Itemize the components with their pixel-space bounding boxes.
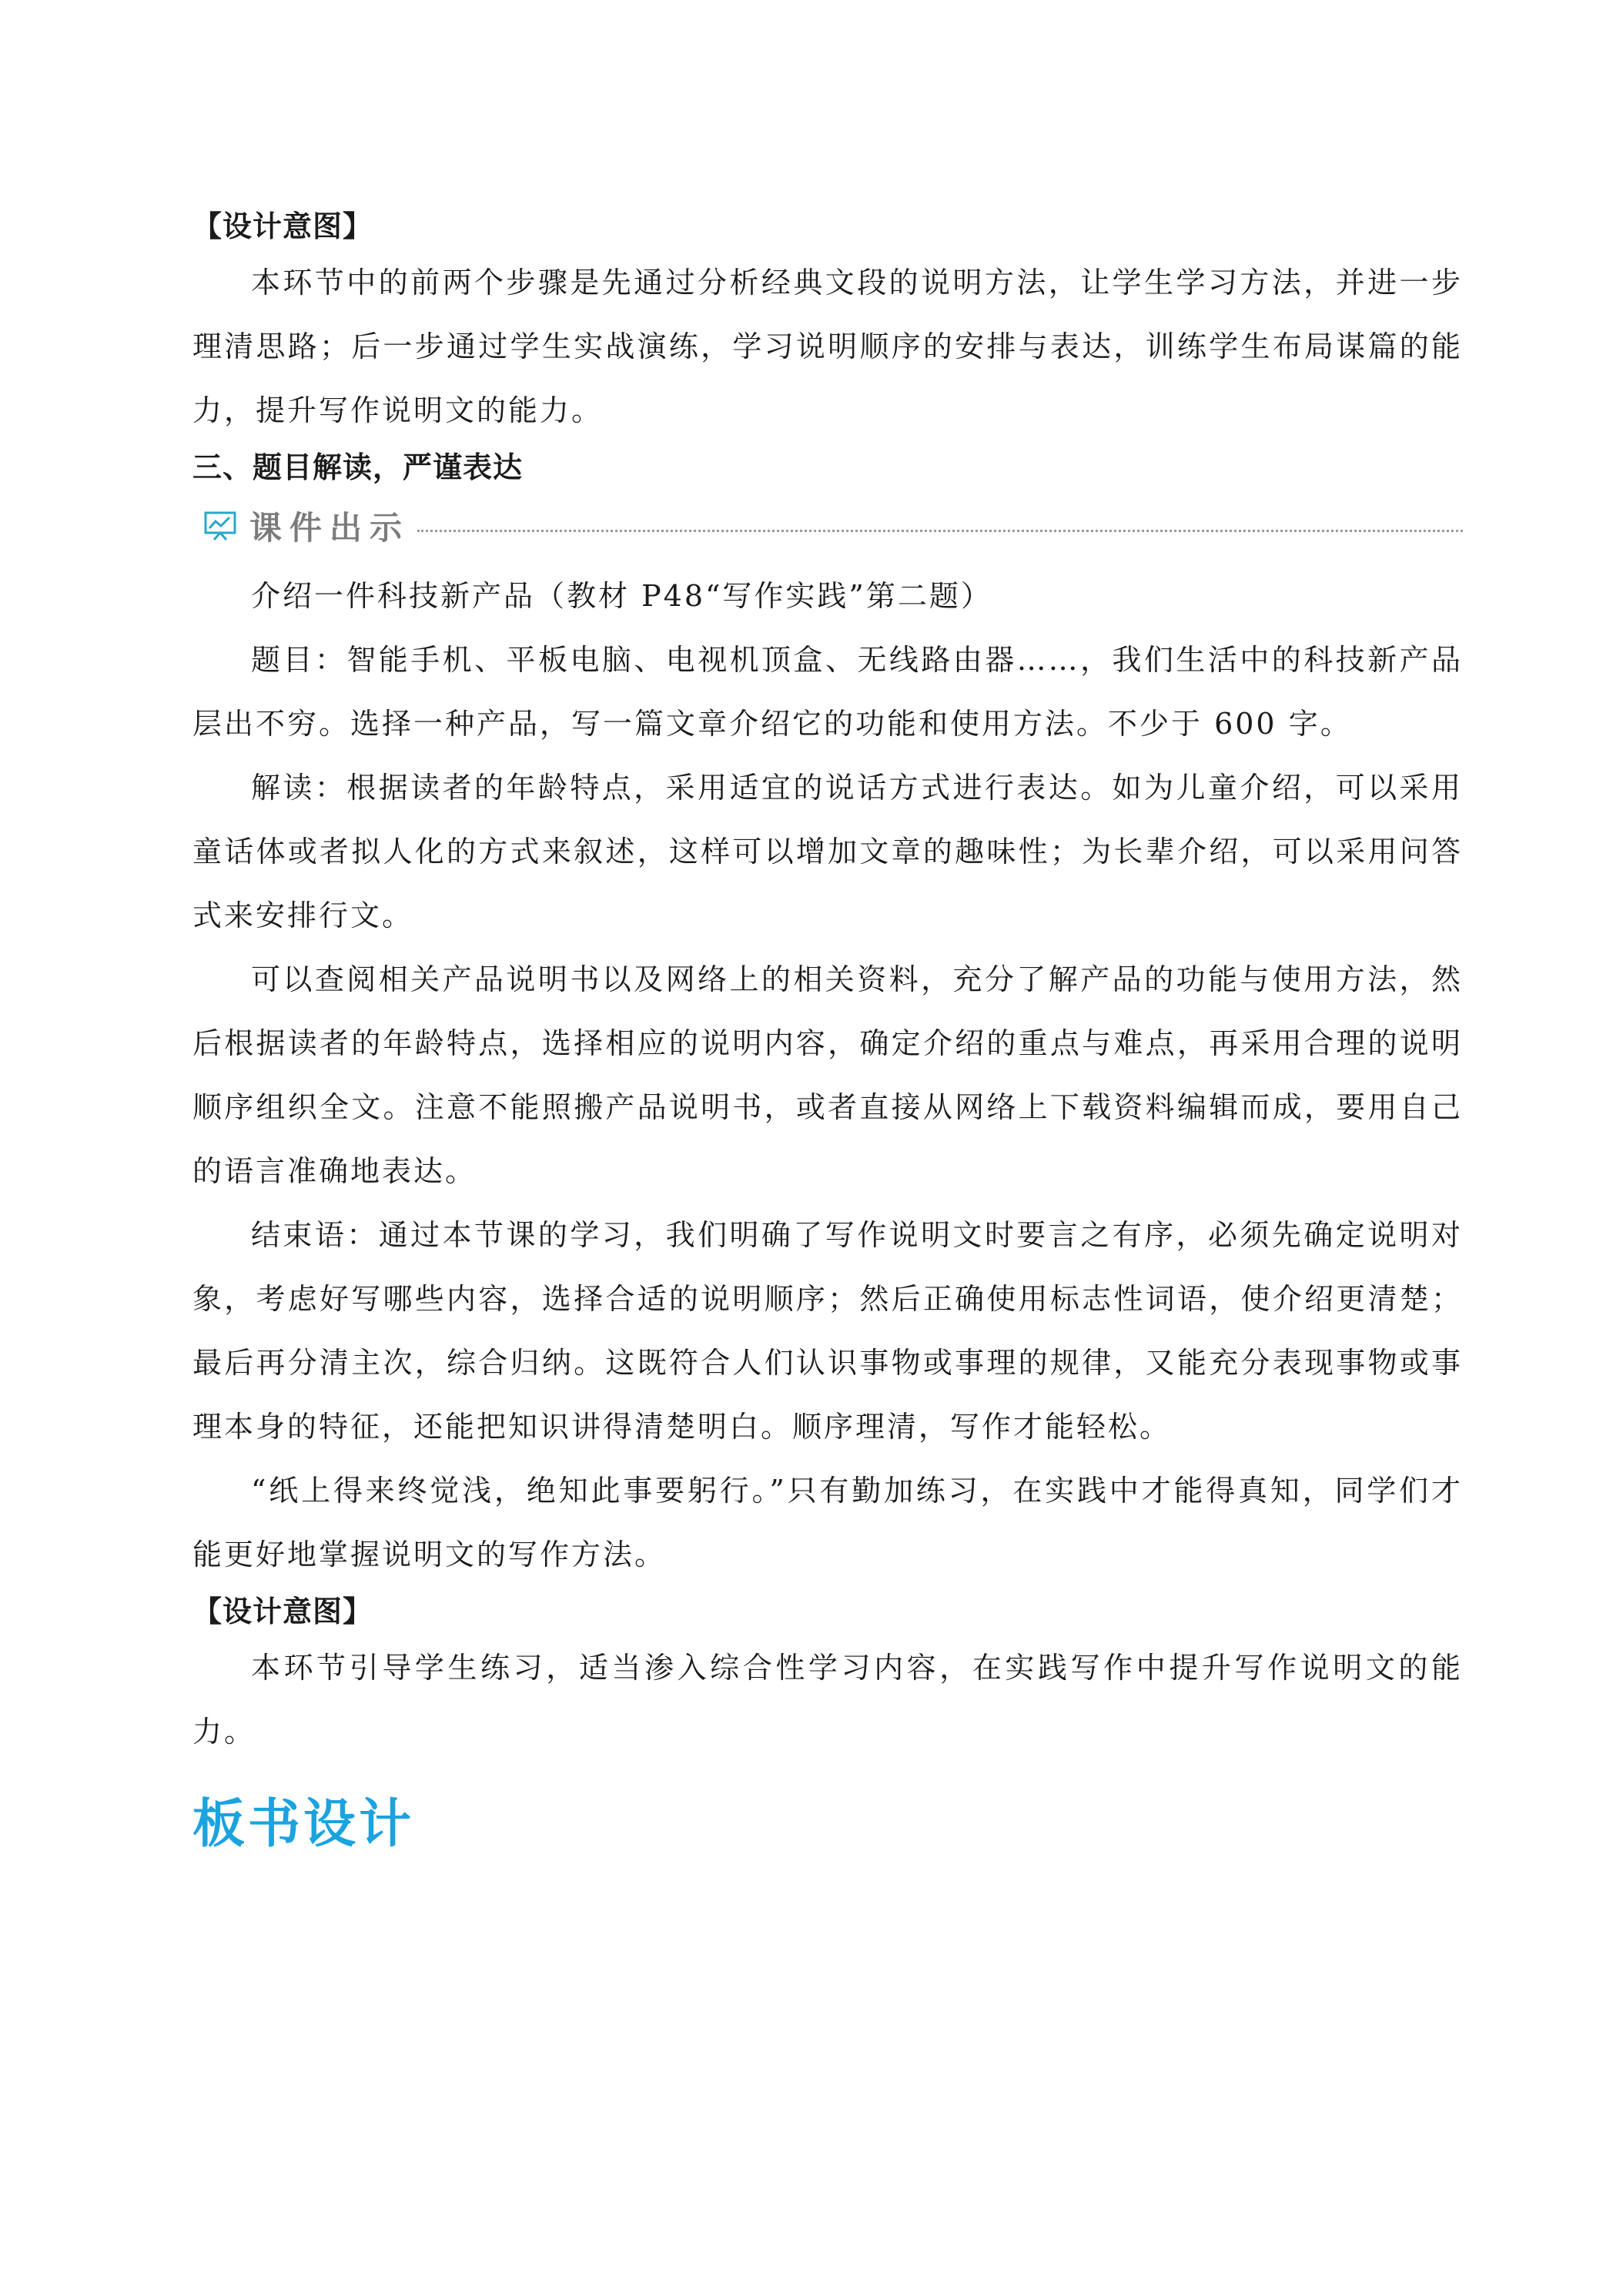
task-intro: 介绍一件科技新产品（教材 P48“写作实践”第二题） (251, 579, 992, 613)
section-3-heading: 三、题目解读，严谨表达 (192, 450, 524, 484)
dotted-divider (417, 530, 1463, 532)
courseware-banner (192, 494, 1463, 558)
design-intent-text-1: 本环节中的前两个步骤是先通过分析经典文段的说明方法，让学生学习方法，并进一步理清思路；后一步通过学生实战演练，学习说明顺序的安排与表达，训练学生布局谋篇的能力，提升写作说明文的能力。 (192, 266, 1463, 427)
closing-remarks: 结束语：通过本节课的学习，我们明确了写作说明文时要言之有序，必须先确定说明对象，考虑好写哪些内容，选择合适的说明顺序；然后正确使用标志性词语，使介绍更清楚；最后再分清主次，综合归纳。这既符合人们认识事物或事理的规律，又能充分表现事物或事理本身的特征，还能把知识讲得清楚明白。顺序理清，写作才能轻松。 (192, 1218, 1463, 1444)
document-page (192, 202, 1463, 1859)
task-topic: 题目：智能手机、平板电脑、电视机顶盒、无线路由器……，我们生活中的科技新产品层出不穷。选择一种产品，写一篇文章介绍它的功能和使用方法。不少于 600 字。 (192, 643, 1463, 741)
courseware-label: 课件出示 (249, 509, 410, 547)
board-design-title: 板书设计 (192, 1794, 415, 1855)
design-intent-text-2: 本环节引导学生练习，适当渗入综合性学习内容，在实践写作中提升写作说明文的能力。 (192, 1651, 1463, 1749)
presentation-board-icon (203, 510, 237, 541)
design-intent-heading-1: 【设计意图】 (192, 209, 373, 243)
task-interpretation: 解读：根据读者的年龄特点，采用适宜的说话方式进行表达。如为儿童介绍，可以采用童话体或者拟人化的方式来叙述，这样可以增加文章的趣味性；为长辈介绍，可以采用问答式来安排行文。 (192, 771, 1463, 932)
closing-quote: “纸上得来终觉浅，绝知此事要躬行。”只有勤加练习，在实践中才能得真知，同学们才能更好地掌握说明文的写作方法。 (192, 1474, 1463, 1571)
task-advice: 可以查阅相关产品说明书以及网络上的相关资料，充分了解产品的功能与使用方法，然后根据读者的年龄特点，选择相应的说明内容，确定介绍的重点与难点，再采用合理的说明顺序组织全文。注意不能照搬产品说明书，或者直接从网络上下载资料编辑而成，要用自己的语言准确地表达。 (192, 962, 1463, 1188)
design-intent-heading-2: 【设计意图】 (192, 1595, 373, 1628)
